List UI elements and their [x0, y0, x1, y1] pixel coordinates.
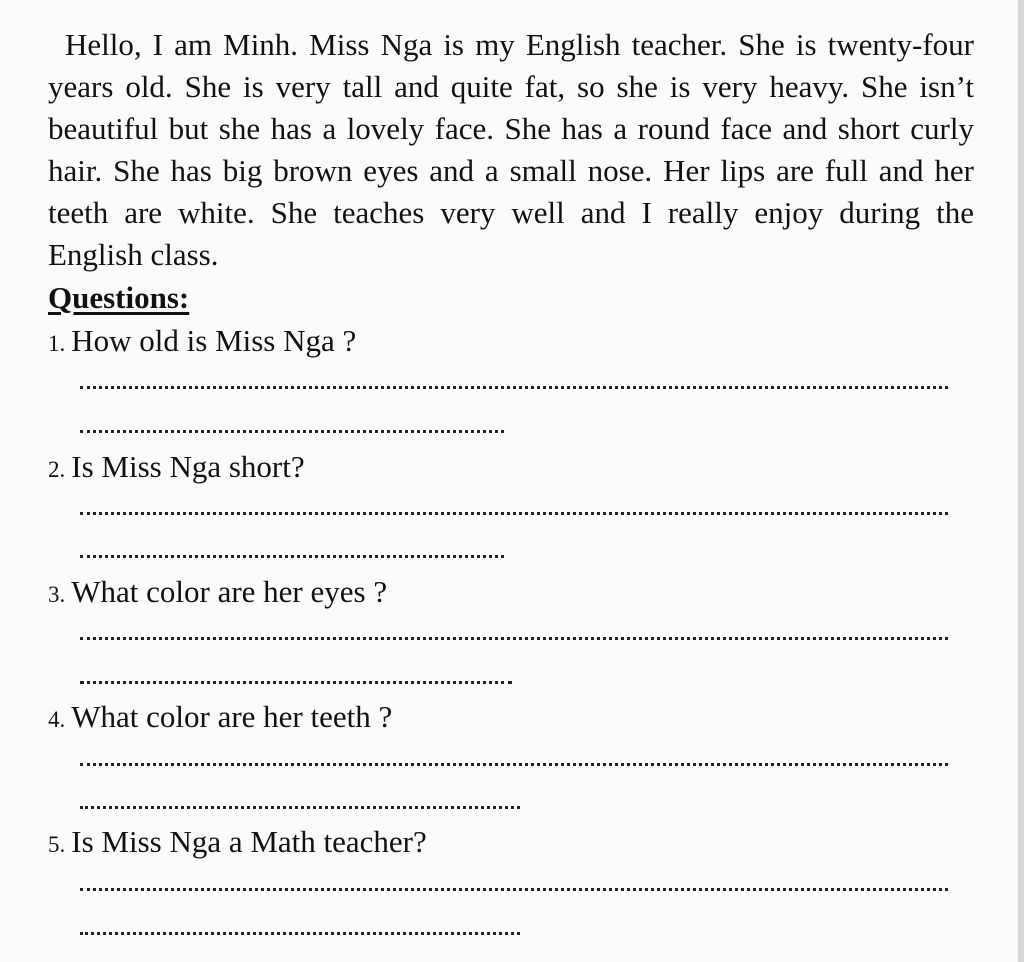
question-number: 2.: [48, 457, 66, 482]
question-number: 3.: [48, 582, 66, 607]
answer-line-4b[interactable]: [80, 806, 520, 809]
answer-line-1b[interactable]: [80, 430, 504, 433]
page-edge-shadow: [1018, 0, 1024, 962]
question-text: How old is Miss Nga ?: [71, 323, 357, 358]
question-text: Is Miss Nga short?: [71, 449, 305, 484]
question-text: What color are her eyes ?: [71, 574, 388, 609]
question-4: [48, 697, 392, 740]
question-5: [48, 822, 427, 865]
answer-line-2b[interactable]: [80, 555, 504, 558]
answer-line-1a[interactable]: [80, 386, 948, 389]
question-number: 5.: [48, 832, 66, 857]
question-3: [48, 572, 387, 615]
answer-line-5b[interactable]: [80, 932, 520, 935]
answer-line-2a[interactable]: [80, 512, 948, 515]
answer-line-4a[interactable]: [80, 763, 948, 766]
question-text: Is Miss Nga a Math teacher?: [71, 824, 427, 859]
reading-passage: Hello, I am Minh. Miss Nga is my English teacher. She is twenty-four years old. She is very tall and quite fat, so she is very heavy. She isn’t beautiful but she has a lovely face. She has a round face and short curly hair. She has big brown eyes and a small nose. Her lips are full and her teeth are white. She teaches very well and I really enjoy during the English class.: [48, 27, 974, 272]
question-text: What color are her teeth ?: [71, 699, 393, 734]
question-1: [48, 321, 356, 364]
answer-line-5a[interactable]: [80, 888, 948, 891]
answer-line-3b[interactable]: [80, 681, 512, 684]
questions-heading: Questions:: [48, 280, 190, 315]
question-number: 1.: [48, 331, 66, 356]
question-2: [48, 447, 305, 490]
question-number: 4.: [48, 707, 66, 732]
answer-line-3a[interactable]: [80, 637, 948, 640]
